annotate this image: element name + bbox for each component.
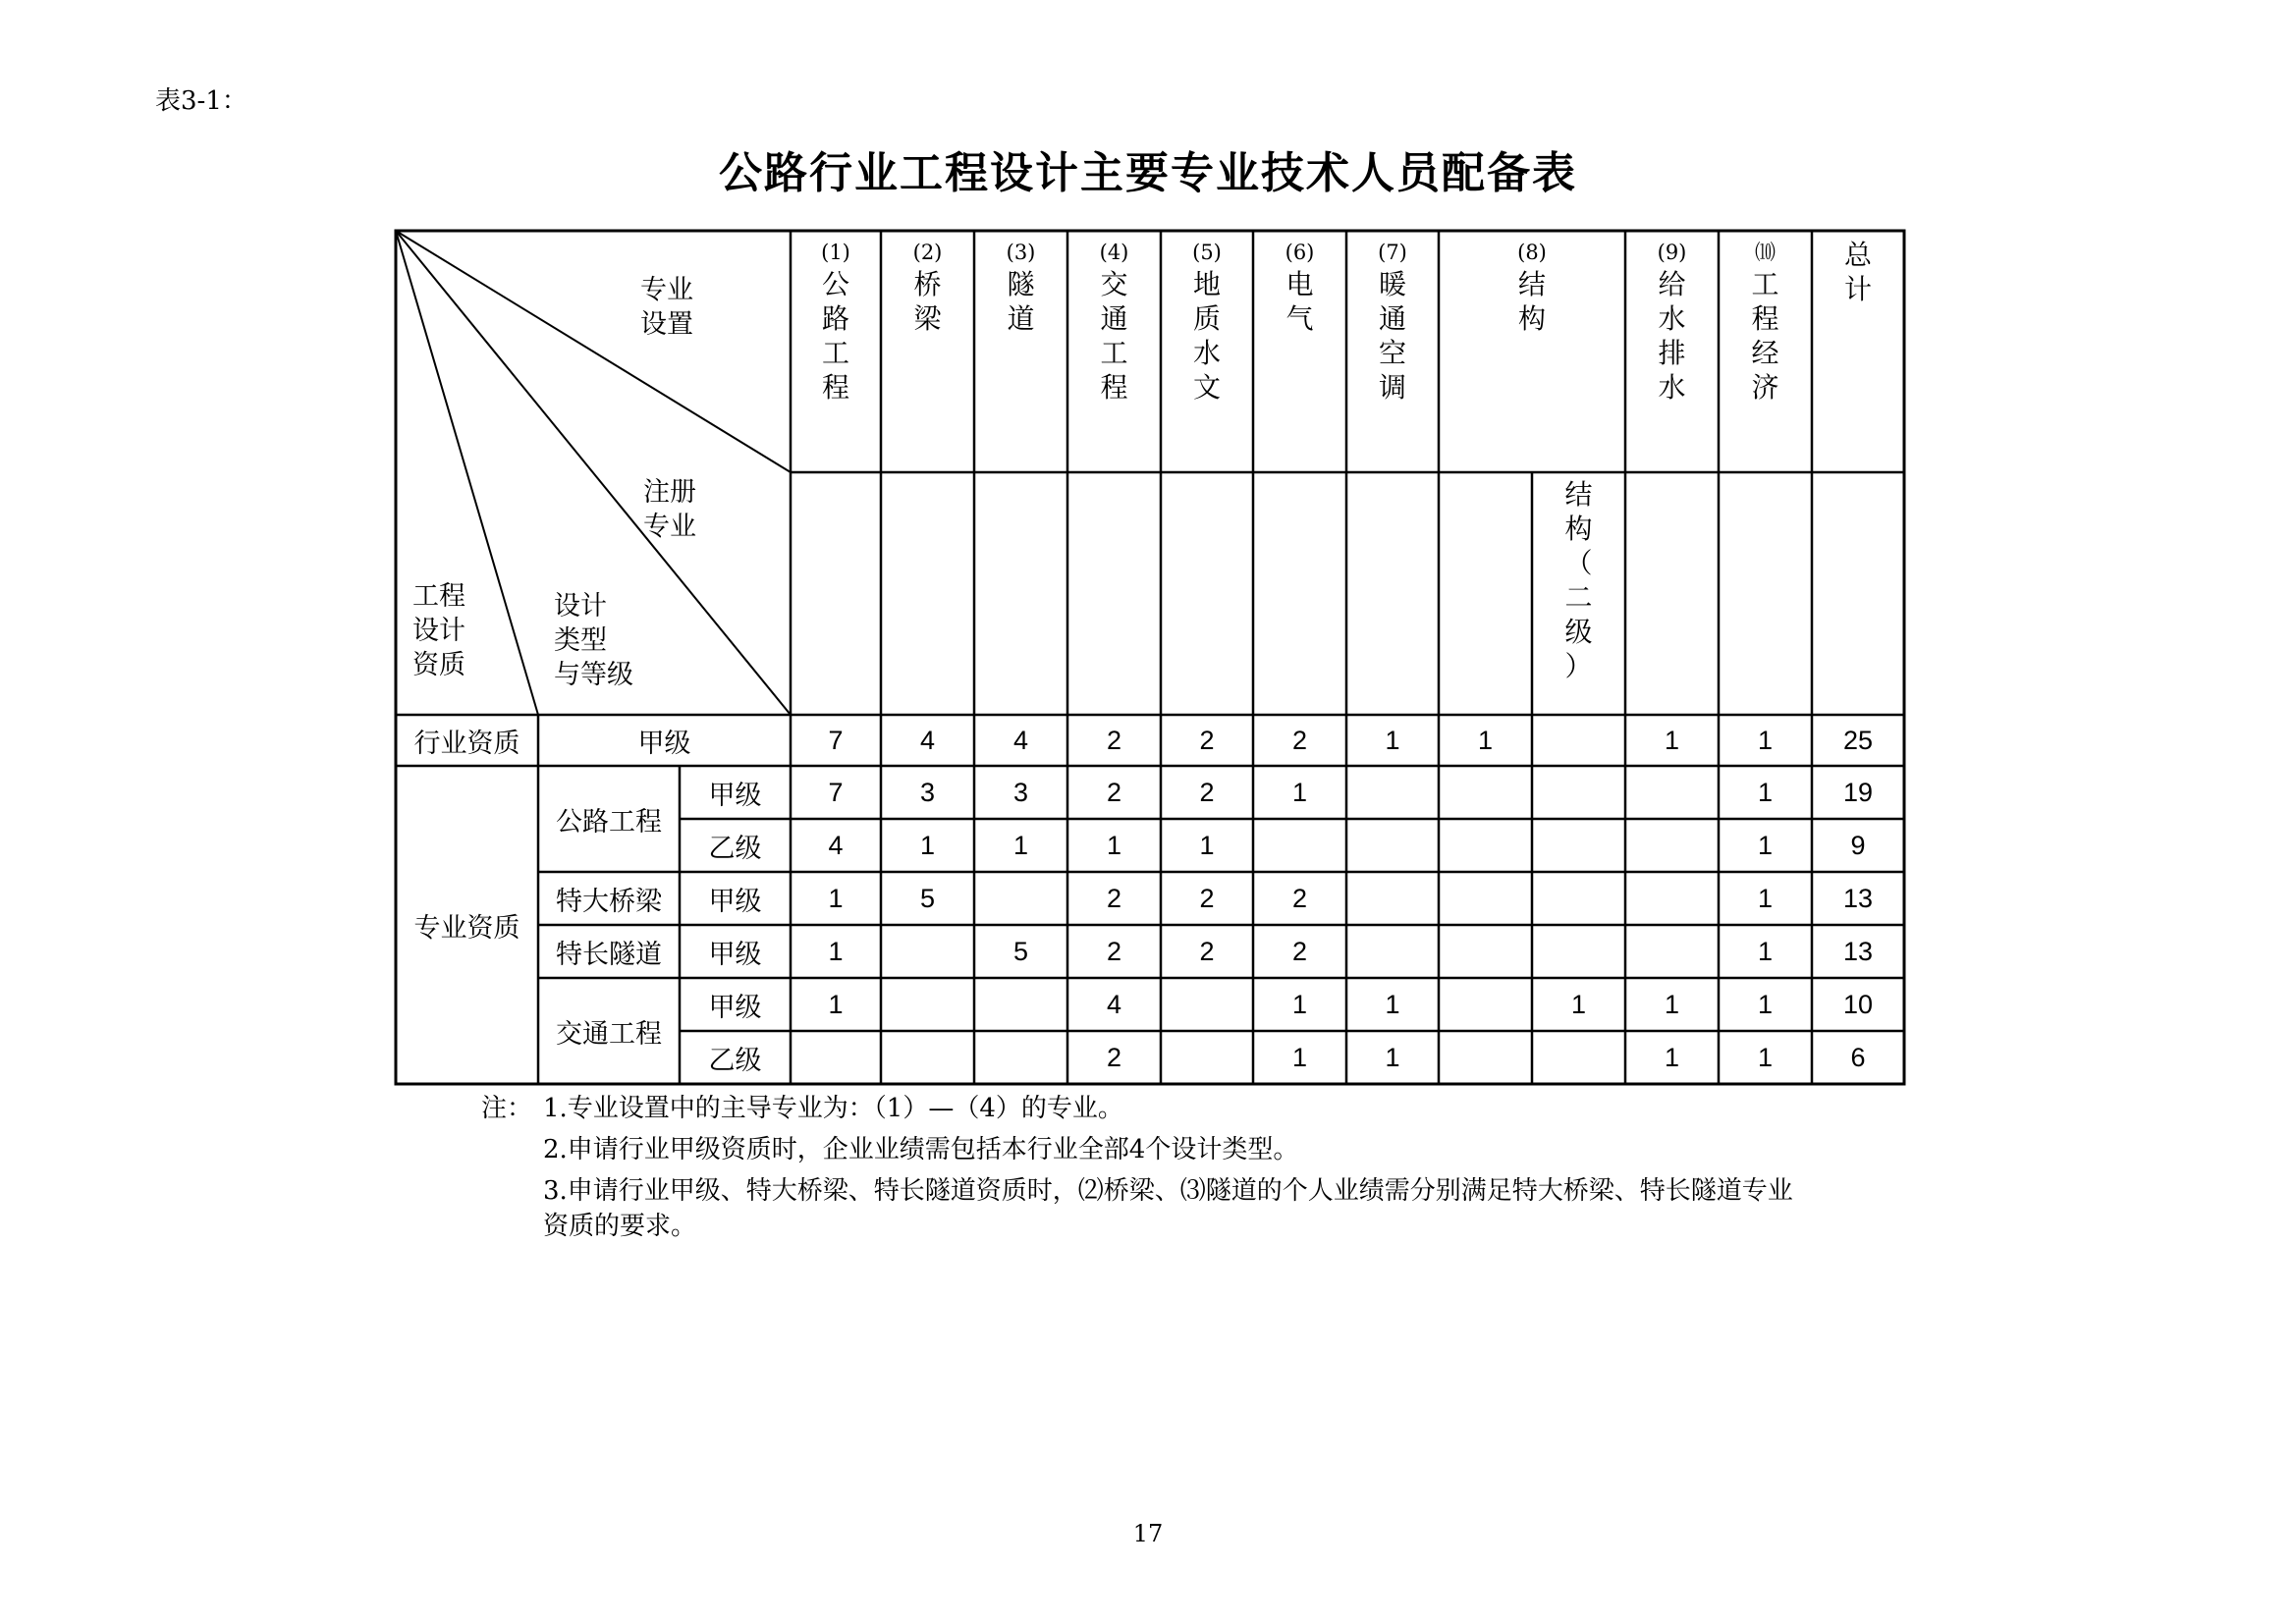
page-title: 公路行业工程设计主要专业技术人员配备表 [719, 148, 1577, 198]
table-cell [1346, 925, 1439, 978]
column-name: 电 气 [1285, 268, 1314, 335]
table-cell: 7 [828, 777, 844, 807]
page-number: 17 [1132, 1520, 1164, 1547]
row-grade-label: 甲级 [708, 886, 762, 917]
table-cell: 1 [1757, 830, 1774, 860]
table-cell [1439, 1031, 1532, 1084]
corner-label-qualification: 工程 设计 资质 [412, 581, 465, 680]
table-cell: 1 [1106, 830, 1122, 860]
row-grade-label: 甲级 [708, 992, 762, 1023]
note-prefix: 注： [481, 1094, 533, 1123]
corner-label-specialty: 专业 设置 [640, 275, 693, 340]
table-cell [974, 872, 1067, 925]
column-name: 交 通 工 程 [1100, 268, 1128, 404]
table-cell: 1 [1664, 725, 1680, 755]
table-cell: 1 [828, 989, 844, 1019]
table-cell [1161, 978, 1253, 1031]
table-cell: 1 [1477, 725, 1494, 755]
table-cell: 3 [1012, 777, 1029, 807]
table-cell [1532, 715, 1625, 766]
row-grade-label: 甲级 [708, 780, 762, 811]
column-header [1067, 238, 1161, 405]
table-cell: 2 [1106, 936, 1122, 966]
column-header [1161, 238, 1253, 405]
table-cell [1625, 872, 1719, 925]
table-cell: 13 [1842, 936, 1874, 966]
row-grade-label: 乙级 [708, 1045, 762, 1076]
table-cell: 5 [1012, 936, 1029, 966]
table-cell: 25 [1842, 725, 1874, 755]
table-label: 表3-1： [155, 86, 247, 116]
table-cell: 1 [1664, 1042, 1680, 1072]
note-line-4: 资质的要求。 [543, 1212, 697, 1241]
table-cell: 1 [1199, 830, 1215, 860]
column-name: 隧 道 [1007, 268, 1035, 335]
table-cell [881, 978, 974, 1031]
table-cell: 9 [1850, 830, 1866, 860]
row-group-label: 行业资质 [413, 728, 520, 759]
table-cell: 1 [919, 830, 936, 860]
row-grade-label: 甲级 [637, 728, 691, 759]
table-cell [1439, 978, 1532, 1031]
table-cell [1346, 766, 1439, 819]
corner-label-registered: 注册 专业 [643, 477, 696, 542]
row-grade-label: 甲级 [708, 939, 762, 970]
column-number: (4) [1099, 241, 1129, 264]
table-cell [1346, 872, 1439, 925]
table-cell: 5 [919, 883, 936, 913]
table-cell: 1 [1385, 989, 1400, 1019]
table-cell: 1 [1757, 777, 1774, 807]
table-cell: 2 [1291, 725, 1308, 755]
table-cell: 1 [1757, 1042, 1774, 1072]
table-cell [1625, 925, 1719, 978]
column-name: 暖 通 空 调 [1378, 268, 1406, 404]
column-header [1439, 238, 1625, 336]
table-cell: 6 [1850, 1042, 1866, 1072]
corner-diagonal [396, 231, 791, 472]
column-name: 公 路 工 程 [821, 268, 849, 404]
column-number: (7) [1378, 241, 1407, 264]
table-cell: 1 [1291, 1042, 1308, 1072]
table-cell [1253, 819, 1346, 872]
table-cell: 4 [1106, 989, 1122, 1019]
table-cell: 1 [1570, 989, 1587, 1019]
table-cell [1161, 1031, 1253, 1084]
table-cell [881, 1031, 974, 1084]
table-cell: 1 [1664, 989, 1680, 1019]
table-cell: 2 [1199, 883, 1215, 913]
row-grade-label: 乙级 [708, 833, 762, 864]
table-cell: 7 [828, 725, 844, 755]
table-cell [1625, 766, 1719, 819]
table-cell: 2 [1106, 725, 1122, 755]
table-cell: 2 [1291, 936, 1308, 966]
table-cell: 1 [1291, 989, 1308, 1019]
column-name: 桥 梁 [913, 268, 942, 335]
table-cell: 2 [1199, 777, 1215, 807]
table-cell [1439, 766, 1532, 819]
table-cell: 1 [1385, 1042, 1400, 1072]
column-number: ⑽ [1755, 241, 1776, 264]
column-name: 给 水 排 水 [1658, 268, 1686, 404]
table-cell: 2 [1106, 1042, 1122, 1072]
table-cell [791, 1031, 881, 1084]
table-cell [881, 925, 974, 978]
row-type-label: 特长隧道 [556, 939, 662, 970]
table-cell: 1 [1757, 936, 1774, 966]
table-cell: 1 [828, 883, 844, 913]
column-number: (8) [1517, 241, 1547, 264]
table-cell [974, 1031, 1067, 1084]
corner-label-design-type: 设计 类型 与等级 [554, 591, 633, 690]
table-cell: 4 [919, 725, 936, 755]
table-cell: 3 [919, 777, 936, 807]
column-name: 工 程 经 济 [1751, 268, 1779, 404]
table-cell: 1 [1385, 725, 1400, 755]
row-type-label: 交通工程 [556, 1018, 662, 1050]
column-name: 地 质 水 文 [1192, 268, 1221, 404]
row-type-label: 特大桥梁 [556, 886, 662, 917]
table-cell [1532, 925, 1625, 978]
row-type-label: 公路工程 [556, 806, 662, 838]
table-cell: 10 [1842, 989, 1874, 1019]
column-header [791, 238, 881, 405]
table-cell: 1 [1291, 777, 1308, 807]
column-number: (6) [1285, 241, 1315, 264]
note-line-3: 3.申请行业甲级、特大桥梁、特长隧道资质时，⑵桥梁、⑶隧道的个人业绩需分别满足特大桥梁、特长隧道专业 [543, 1176, 1793, 1206]
column-number: (9) [1657, 241, 1687, 264]
column-number: (1) [821, 241, 850, 264]
note-line-2: 2.申请行业甲级资质时，企业业绩需包括本行业全部4个设计类型。 [543, 1135, 1299, 1164]
table-cell [974, 978, 1067, 1031]
table-cell [1625, 819, 1719, 872]
table-cell: 2 [1106, 777, 1122, 807]
column-name: 总 计 [1843, 239, 1872, 305]
table-cell [1532, 819, 1625, 872]
column-name: 结 构 [1517, 268, 1546, 335]
table-cell: 2 [1106, 883, 1122, 913]
table-cell: 2 [1199, 725, 1215, 755]
table-cell [1439, 925, 1532, 978]
table-cell: 1 [828, 936, 844, 966]
column-header [1625, 238, 1719, 405]
registered-structure-label: 结 构 （ 二 级 ） [1564, 478, 1593, 682]
column-number: (5) [1192, 241, 1222, 264]
row-group-label: 专业资质 [413, 912, 520, 944]
column-header [881, 238, 974, 336]
table-cell: 4 [1012, 725, 1029, 755]
table-cell: 19 [1842, 777, 1874, 807]
column-number: (3) [1006, 241, 1036, 264]
table-cell: 1 [1757, 725, 1774, 755]
table-cell: 13 [1842, 883, 1874, 913]
note-line-1: 1.专业设置中的主导专业为：（1）—（4）的专业。 [543, 1094, 1123, 1123]
table-cell: 1 [1757, 883, 1774, 913]
table-cell [1532, 1031, 1625, 1084]
table-cell [1346, 819, 1439, 872]
column-header [1346, 238, 1439, 405]
table-cell [1439, 819, 1532, 872]
column-header [1719, 238, 1812, 405]
table-cell [1439, 872, 1532, 925]
table-cell: 4 [828, 830, 844, 860]
column-header [1253, 238, 1346, 336]
column-header [974, 238, 1067, 336]
table-cell [1532, 872, 1625, 925]
table-cell: 1 [1012, 830, 1029, 860]
table-cell: 2 [1199, 936, 1215, 966]
table-cell: 1 [1757, 989, 1774, 1019]
column-number: (2) [912, 241, 943, 264]
table-cell [1532, 766, 1625, 819]
column-header [1812, 238, 1904, 306]
table-cell: 2 [1291, 883, 1308, 913]
